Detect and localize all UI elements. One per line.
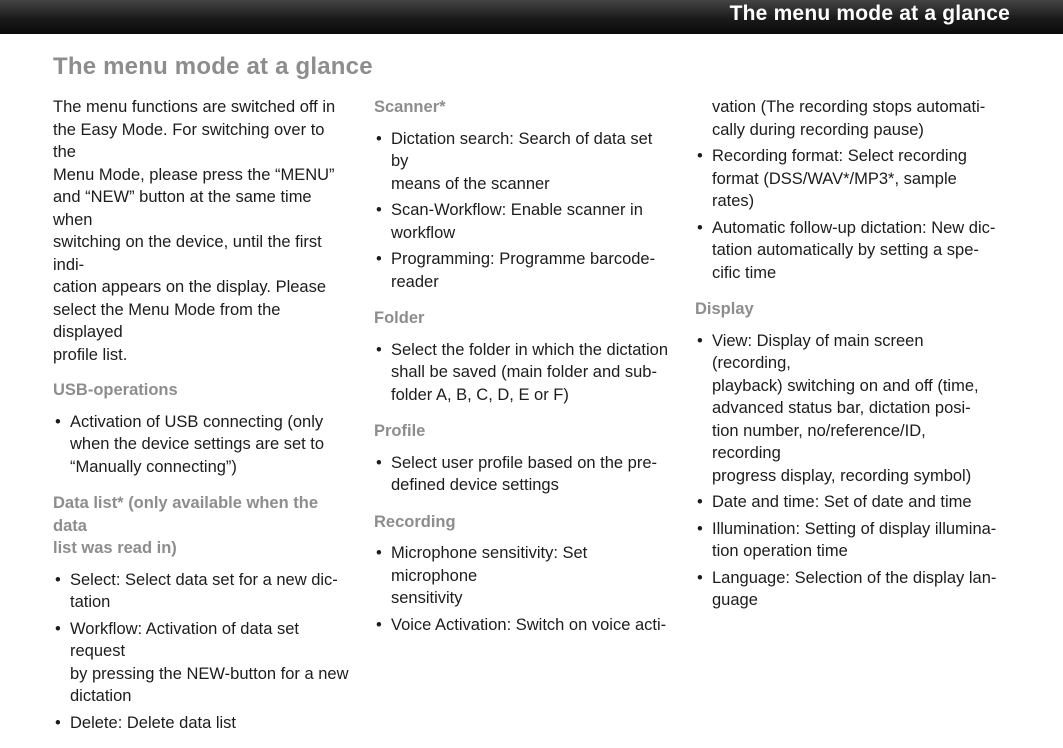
section-heading-usb: USB-operations [53,381,178,399]
text-line: the Easy Mode. For switching over to the [53,120,325,161]
bullet-icon: • [697,218,703,237]
text-line: Date and time: Set of date and time [712,493,972,511]
text-line: tion operation time [712,542,848,560]
text-line: playback) switching on and off (time, [712,376,979,395]
list-item [53,712,351,735]
bullet-icon: • [697,568,703,587]
intro-paragraph [53,96,351,366]
text-line: “Manually connecting”) [70,457,237,476]
text-line: means of the scanner [391,174,550,193]
text-line: Microphone sensitivity: Set microphone [391,544,588,585]
bullet-icon: • [55,619,61,638]
text-line: Dictation search: Search of data set by [391,129,653,170]
column-3 [695,96,997,626]
text-line: progress display, recording symbol) [712,466,972,485]
column-2 [374,96,670,650]
bullet-icon: • [376,340,382,359]
header-bar [0,0,1063,34]
text-line: tation [70,593,111,611]
text-line: guage [712,591,758,609]
list-item [374,542,670,610]
bullet-icon: • [697,331,703,350]
list-item [374,199,670,244]
recording-list-continued [695,145,997,284]
text-line: tation automatically by setting a spe- [712,241,979,259]
text-line: Select the folder in which the dictation [391,340,668,359]
list-item [53,411,351,479]
text-line: folder A, B, C, D, E or F) [391,385,569,404]
list-item [695,217,997,285]
bullet-icon: • [376,544,382,562]
text-line: by pressing the NEW-button for a new [70,664,349,683]
list-item [374,248,670,293]
text-line: Select: Select data set for a new dic- [70,570,338,589]
list-item [695,145,997,213]
text-line: workflow [391,223,456,242]
section-heading-display: Display [695,300,754,318]
list-item [374,339,670,407]
text-line: select the Menu Mode from the displayed [53,300,281,341]
header-title: The menu mode at a glance [729,2,1010,25]
text-line: and “NEW” button at the same time when [53,188,312,229]
text-line: when the device settings are set to [70,435,325,453]
recording-list [374,542,670,636]
text-line: dictation [70,687,132,705]
bullet-icon: • [55,412,61,431]
text-line: Programming: Programme barcode- [391,250,656,268]
text-line: profile list. [53,345,128,364]
text-line: switching on the device, until the first indi- [53,233,322,274]
text-line: Workflow: Activation of data set request [70,619,299,660]
text-line: vation (The recording stops automati- [712,98,986,116]
heading-line: list was read in) [53,539,177,557]
usb-list [53,411,351,479]
folder-list [374,339,670,407]
heading-line: Data list* (only available when the data [53,494,318,535]
text-line: Select user profile based on the pre- [391,453,657,472]
bullet-icon: • [376,129,382,148]
section-heading-data-list [53,492,351,560]
data-list-list [53,569,351,735]
list-item [53,618,351,708]
section-heading-folder: Folder [374,309,425,327]
profile-list [374,452,670,497]
text-line: defined device settings [391,476,559,494]
text-line: advanced status bar, dictation posi- [712,399,971,417]
section-heading-scanner: Scanner* [374,98,446,116]
list-item [695,491,997,514]
text-line: sensitivity [391,589,463,607]
bullet-icon: • [376,615,382,634]
bullet-icon: • [376,250,382,268]
text-line: Illumination: Setting of display illumina- [712,519,997,538]
text-line: shall be saved (main folder and sub- [391,363,657,381]
scanner-list [374,128,670,294]
section-heading-recording: Recording [374,512,456,531]
column-1 [53,96,351,748]
text-line: The menu functions are switched off in [53,98,336,116]
display-list [695,330,997,612]
text-line: cation appears on the display. Please [53,278,327,296]
continued-item-text [712,96,997,141]
list-item [374,128,670,196]
list-item [53,569,351,614]
bullet-icon: • [55,570,61,589]
bullet-icon: • [55,713,61,732]
text-line: cally during recording pause) [712,120,924,139]
text-line: Language: Selection of the display lan- [712,568,997,587]
text-line: Delete: Delete data list [70,713,237,732]
text-line: cific time [712,263,777,282]
bullet-icon: • [697,147,703,165]
text-line: Activation of USB connecting (only [70,412,324,431]
text-line: View: Display of main screen (recording, [712,331,924,372]
bullet-icon: • [697,493,703,511]
text-line: Voice Activation: Switch on voice acti- [391,615,667,634]
text-line: Scan-Workflow: Enable scanner in [391,201,643,219]
page-title: The menu mode at a glance [53,53,373,80]
list-item [695,567,997,612]
bullet-icon: • [376,453,382,472]
text-line: Automatic follow-up dictation: New dic- [712,218,996,237]
bullet-icon: • [376,201,382,219]
text-line: tion number, no/reference/ID, recording [712,421,926,462]
text-line: Menu Mode, please press the “MENU” [53,165,335,184]
section-heading-profile: Profile [374,422,426,440]
text-line: Recording format: Select recording [712,147,967,165]
list-item [695,330,997,488]
list-item [374,452,670,497]
bullet-icon: • [697,519,703,538]
list-item [695,518,997,563]
list-item [374,614,670,637]
text-line: format (DSS/WAV*/MP3*, sample rates) [712,169,957,210]
text-line: reader [391,272,439,291]
